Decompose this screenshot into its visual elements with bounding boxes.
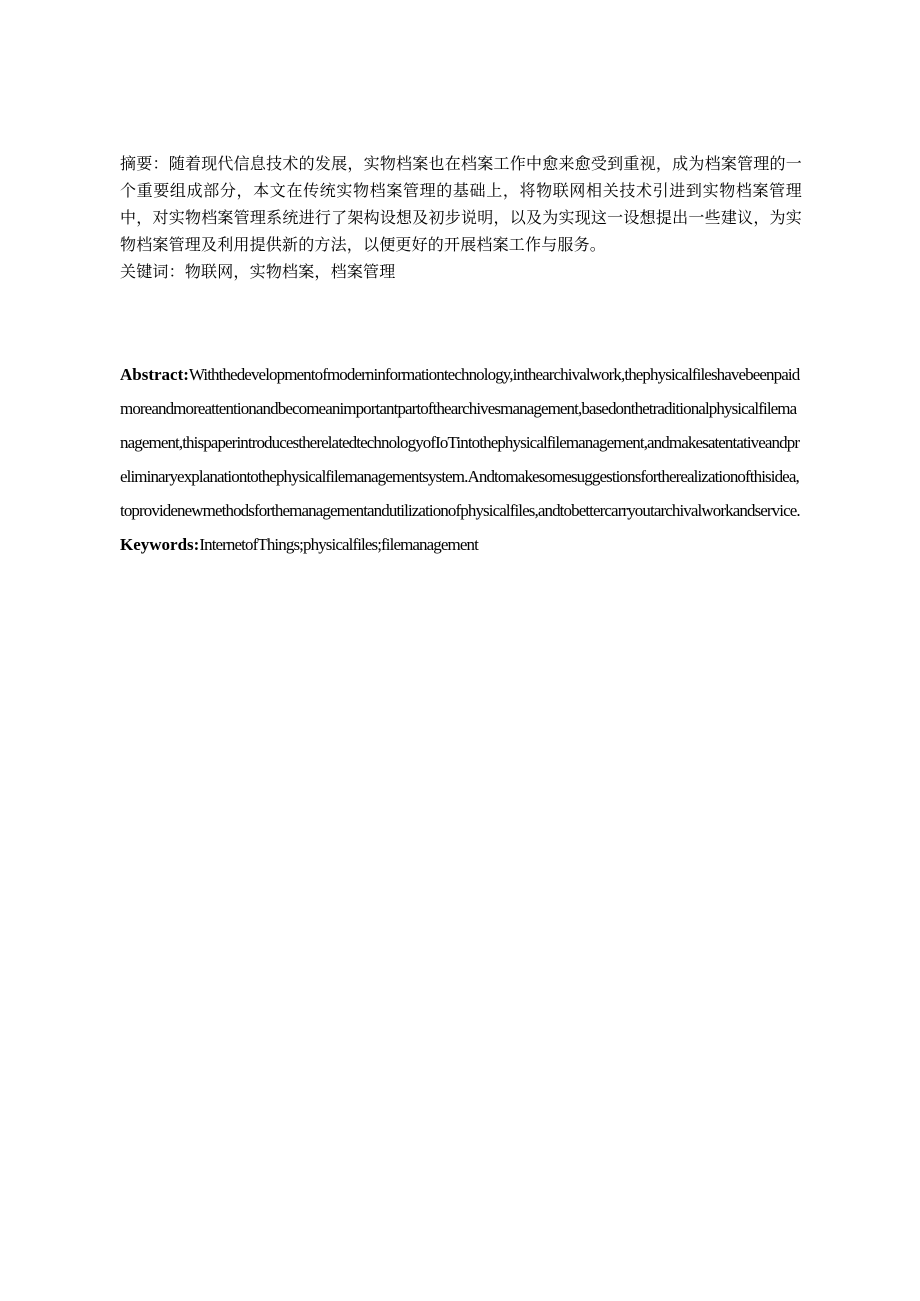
english-keywords-text: InternetofThings;physicalfiles;filemanagement [199, 535, 478, 554]
chinese-keywords-label: 关键词： [120, 262, 185, 281]
chinese-abstract [120, 150, 802, 258]
chinese-keywords-text: 物联网，实物档案，档案管理 [184, 262, 396, 281]
chinese-abstract-text: 随着现代信息技术的发展，实物档案也在档案工作中愈来愈受到重视，成为档案管理的一个重要组成部分，本文在传统实物档案管理的基础上，将物联网相关技术引进到实物档案管理中，对实物档案管理系统进行了架构设想及初步说明，以及为实现这一设想提出一些建议，为实物档案管理及利用提供新的方法，以便更好的开展档案工作与服务。 [120, 154, 802, 254]
chinese-abstract-label: 摘要： [120, 154, 169, 173]
english-abstract-label: Abstract: [120, 365, 189, 384]
english-abstract [120, 358, 802, 528]
english-abstract-text: Withthedevelopmentofmoderninformationtechnology,inthearchivalwork,thephysicalfileshavebeenpaidmoreandmoreattentionandbecomeanimportantpartofthearchivesmanagement,basedonthetraditionalphysicalfilemanagement,thispaperintroducestherelatedtechnologyofIoTintothephysicalfilemanagement,andmakesatentativeandpreliminaryexplanationtothephysicalfilemanagementsystem.Andtomakesomesuggestionsfortherealizationofthisidea,toprovidenewmethodsforthemanagementandutilizationofphysicalfiles,andtobettercarryoutarchivalworkandservice. [120, 365, 800, 520]
chinese-keywords [120, 258, 802, 285]
chinese-abstract-section [120, 150, 802, 285]
english-abstract-section [120, 358, 802, 562]
english-keywords [120, 528, 802, 562]
english-keywords-label: Keywords: [120, 535, 200, 554]
